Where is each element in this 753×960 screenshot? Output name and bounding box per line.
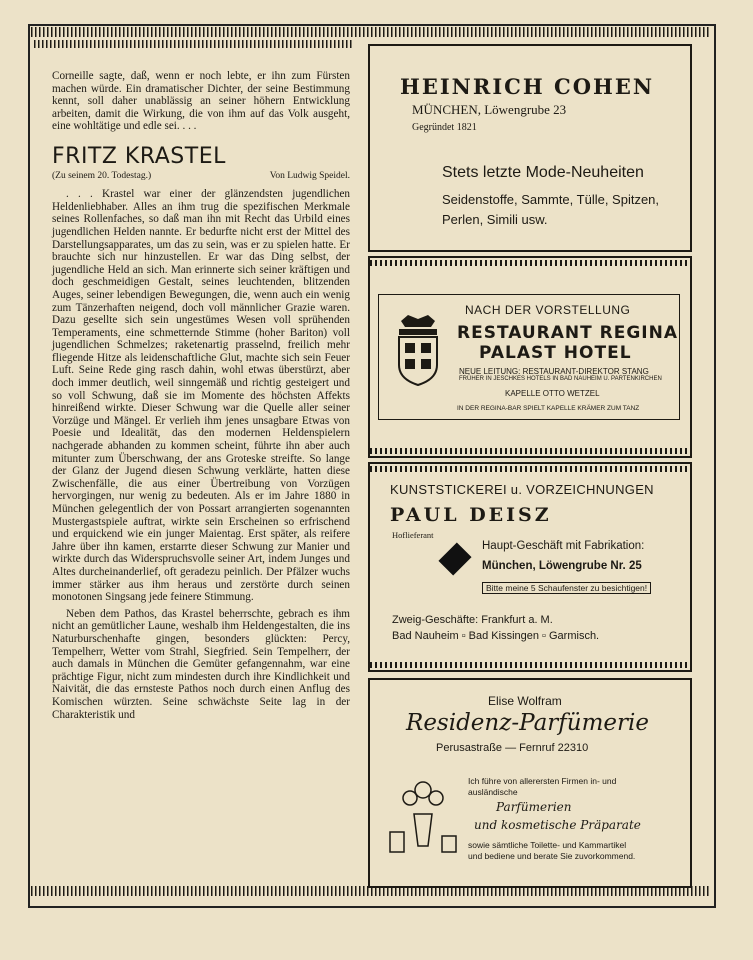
regina-management: NEUE LEITUNG: RESTAURANT-DIREKTOR STANG [459,367,649,376]
diamond-icon [438,542,471,575]
deisz-bottom-border [370,662,690,668]
deisz-window-note: Bitte meine 5 Schaufenster zu besichtigen! [482,582,651,594]
wolfram-name: Residenz-Parfümerie [406,710,649,736]
regina-inner-frame [378,294,680,420]
article-byline [52,170,350,183]
deisz-address: München, Löwengrube Nr. 25 [482,560,642,572]
article-paragraph-2: Neben dem Pathos, das Krastel beherrschte, gebrach es ihm nicht an gemütlicher Laune, weshalb ihm Heldengestalten, die ins Naturburschenhafte gingen, besonders glückten: Percy, Tempelherr, Wetter vom Strahl, Siegfried. Sein Tempelherr, der auch damals in München die Gemüter gefangennahm, war eine prächtige Figur, nicht zum mindesten durch ihre Kindlichkeit und Naivität, die das ernsteste Pathos noch durch einen Anflug des Komischen würzten. Seine schwächste Seite lag in der Charakteristik und [52,607,350,721]
top-hatch-border [31,27,711,37]
regina-name-1: RESTAURANT REGINA [457,323,679,343]
regina-management-note: FRÜHER IN JESCHKES HOTELS IN BAD NAUHEIM U. PARTENKIRCHEN [459,376,662,382]
cohen-address: MÜNCHEN, Löwengrube 23 [412,102,567,117]
regina-bar-note: IN DER REGINA-BAR SPIELT KAPELLE KRÄMER ZUM TANZ [457,405,640,412]
article-subtitle: (Zu seinem 20. Todestag.) [52,170,152,181]
ad-residenz-parfumerie [368,678,692,888]
article-author: Von Ludwig Speidel. [269,170,350,181]
deisz-branches-2: Bad Nauheim ▫ Bad Kissingen ▫ Garmisch. [392,630,600,642]
cohen-slogan: Stets letzte Mode-Neuheiten [442,164,644,181]
deisz-top-border [370,466,690,472]
deisz-name: PAUL DEISZ [390,504,552,526]
wolfram-script-1: Parfümerien [496,800,572,814]
article-column [52,70,350,721]
article-intro: Corneille sagte, daß, wenn er noch lebte, er ihn zum Fürsten machen würde. Ein dramatischer Dichter, der seine Bestimmung kennt, soll daher unablässig an seiner höhern Entwicklung arbeiten, damit die Wirkung, die von ihm auf das Volk ausgeht, eine wohltätige und edle sei. . . . [52,70,350,133]
deisz-supplier: Hoflieferant [392,530,434,540]
deisz-trade: KUNSTSTICKEREI u. VORZEICHNUNGEN [390,482,654,497]
regina-after-show: NACH DER VORSTELLUNG [465,303,631,317]
regina-name-2: PALAST HOTEL [479,343,632,363]
deisz-main-store: Haupt-Geschäft mit Fabrikation: [482,540,645,552]
deisz-branches-1: Zweig-Geschäfte: Frankfurt a. M. [392,614,553,626]
wolfram-owner: Elise Wolfram [488,694,562,708]
cohen-founded: Gegründet 1821 [412,122,477,133]
regina-top-border [370,260,690,266]
ad-heinrich-cohen [368,44,692,252]
regina-bottom-border [370,448,690,454]
wolfram-text-1: Ich führe von allerersten Firmen in- und ausländische [468,776,617,797]
cohen-goods-1: Seidenstoffe, Sammte, Tülle, Spitzen, [442,192,660,207]
flower-vase-icon [384,776,462,862]
cohen-goods-2: Perlen, Simili usw. [442,212,548,227]
cohen-name: HEINRICH COHEN [400,74,655,99]
wolfram-script-2: und kosmetische Präparate [474,818,641,832]
regina-band: KAPELLE OTTO WETZEL [505,389,600,398]
column-hatch-border [34,40,354,48]
article-title: FRITZ KRASTEL [52,143,226,169]
ad-restaurant-regina [368,256,692,458]
wolfram-text-3: und bediene und berate Sie zuvorkommend. [468,851,636,861]
article-paragraph-1: . . . Krastel war einer der glänzendsten jugendlichen Heldenliebhaber. Alles an ihm trug die spezifischen Merkmale seines Rollenfaches, so daß man ihn mit Recht das Urbild eines jugendlichen Helden nannte. Er bedurfte nicht erst der Mittel des Darstellungsapparates, um das zu sein, was er zu spielen hatte. Er brauchte sich nur hinzustellen. Er war das Ding selbst, der jugendliche Held an sich. Man erinnerte sich seiner kräftigen und doch geschmeidigen Gestalt, seines leuchtenden, blitzenden Auges, seiner lebendigen Bewegungen, die, wenn auch ein wenig zum Tänzerhaften neigend, doch voll männlicher Grazie waren. Dazu gesellte sich sein ungestümes Wesen voll sprühenden Temperaments, eine schmetternde Stimme (hoher Bariton) voll jugendlichen Schmelzes; raketenartig prasselnd, freilich mehr fliegende Hitze als leidenschaftliche Glut, machte sich sein Feuer Luft. Seine Rede ging rasch dahin, wohl etwas überstürzt, aber doch immer deutlich, weil sinngemäß und richtig gesteigert und so voll Schwung, daß sie im Momente des höchsten Affekts hinreißend wirkte. Dieser Schwung war die Quelle aller seiner Vorzüge und Mängel. Er verlieh ihm jenes unsagbare Etwas von Poesie und Idealität, das den modernen Heldenspielern nachgerade abhanden zu kommen scheint, führte ihn aber auch mitunter zum Überschwang, der ans Groteske streifte. So lange der Glanz der Jugend diesen Schwung verklärte, hatten diese Zwischenfälle, die aus einer Übertreibung von Vorzügen hervorgingen, nur wenig zu bedeuten. Als er im Jahre 1880 in München gelegentlich der von Possart arrangierten sogenannten Mustergastspiele auftrat, wirkte sein Erscheinen so erfrischend und erquickend wie ein junger Maientag. Erst später, als reifere Jahre über ihn kamen, erstarrte dieser Schwung zur Manier und wirkte durch das Widerspruchsvolle seiner Art, indem Junges und Altes durcheinanderlief, oft geradezu peinlich. Der Pfälzer wuchs immer stärker aus ihm heraus und zerstörte durch seinen monotonen Singsang jede feinere Stimmung. [52,188,350,604]
coat-of-arms-icon [393,313,443,393]
ad-paul-deisz [368,462,692,672]
wolfram-text-2: sowie sämtliche Toilette- und Kammartikel [468,840,627,850]
wolfram-address: Perusastraße — Fernruf 22310 [436,742,589,754]
